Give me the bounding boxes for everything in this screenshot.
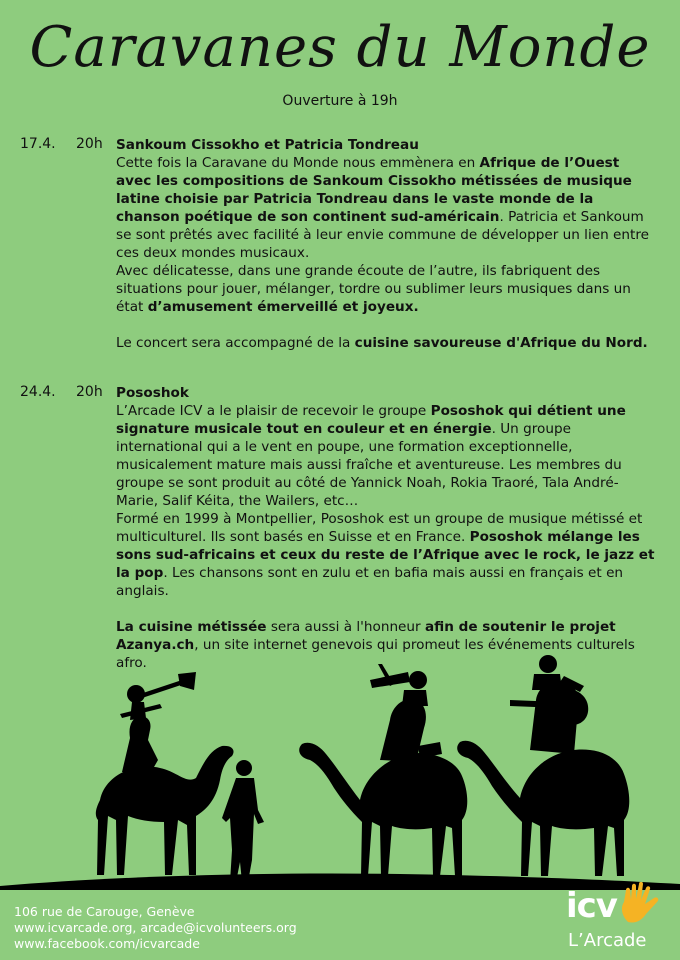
logo-name: L’Arcade bbox=[568, 930, 647, 951]
body-text: , un site internet genevois qui promeut les événements culturels afro. bbox=[116, 637, 635, 671]
body-text: Formé en 1999 à Montpellier, Pososhok est un groupe de musique métissé et multiculturel. Ils sont basés en Suisse et en France. bbox=[116, 511, 643, 545]
highlight-text: Pososhok mélange les sons sud-africains et ceux du reste de l’Afrique avec le rock, le jazz et la pop bbox=[116, 529, 655, 581]
highlight-text: afin de soutenir le projet Azanya.ch bbox=[116, 619, 616, 653]
event-paragraph bbox=[116, 262, 656, 316]
body-text: Avec délicatesse, dans une grande écoute de l’autre, ils fabriquent des situations pour jouer, mélanger, tordre ou sublimer leurs musiques dans un état bbox=[116, 263, 631, 315]
address: 106 rue de Carouge, Genève bbox=[14, 904, 195, 919]
body-text: L’Arcade ICV a le plaisir de recevoir le groupe bbox=[116, 403, 431, 419]
body-text: . Un groupe international qui a le vent en poupe, une formation exceptionnelle, musicalement mature mais aussi fraîche et aventureuse. Les membres du groupe se sont produit au côté de Yannick Noah, Rokia Traoré, Tala André-Marie, Salif Kéita, the Wailers, etc… bbox=[116, 421, 622, 509]
body-text: . Patricia et Sankoum se sont prêtés avec facilité à leur envie commune de développer un lien entre ces deux mondes musicaux. bbox=[116, 209, 649, 261]
event-paragraph bbox=[116, 154, 656, 262]
highlight-text: cuisine savoureuse d'Afrique du Nord. bbox=[354, 335, 648, 351]
icv-arcade-logo bbox=[566, 886, 676, 956]
facebook-link[interactable]: www.facebook.com/icvarcade bbox=[14, 936, 200, 951]
opening-time: Ouverture à 19h bbox=[282, 93, 398, 109]
highlight-text: Afrique de l’Ouest avec les compositions de Sankoum Cissokho métissées de musique latine choisie par Patricia Tondreau dans le vaste monde de la chanson poétique de son continent sud-américain bbox=[116, 155, 632, 225]
hand-icon bbox=[618, 882, 662, 926]
event-body bbox=[116, 136, 656, 352]
event-time: 20h bbox=[76, 136, 103, 152]
event-date: 17.4. bbox=[20, 136, 56, 152]
body-text: Cette fois la Caravane du Monde nous emmènera en bbox=[116, 155, 480, 171]
highlight-text: d’amusement émerveillé et joyeux. bbox=[147, 299, 419, 315]
body-text: sera aussi à l'honneur bbox=[266, 619, 425, 635]
body-text: . Les chansons sont en zulu et en bafia mais aussi en français et en anglais. bbox=[116, 565, 624, 599]
walking-person bbox=[222, 760, 264, 882]
event-time: 20h bbox=[76, 384, 103, 400]
camel-3 bbox=[457, 655, 629, 876]
camel-1 bbox=[96, 672, 234, 875]
poster-title: Caravanes du Monde bbox=[29, 15, 651, 80]
camel-2 bbox=[299, 664, 467, 876]
contact-link[interactable]: www.icvarcade.org, arcade@icvolunteers.org bbox=[14, 920, 297, 935]
caravan-silhouette bbox=[0, 650, 680, 890]
body-text: Le concert sera accompagné de la bbox=[116, 335, 355, 351]
event-title: Sankoum Cissokho et Patricia Tondreau bbox=[116, 137, 419, 153]
event-paragraph bbox=[116, 510, 656, 600]
logo-brand: icv bbox=[566, 886, 617, 926]
event-body bbox=[116, 384, 656, 672]
highlight-text: Pososhok qui détient une signature musicale tout en couleur et en énergie bbox=[116, 403, 626, 437]
event-paragraph bbox=[116, 334, 656, 352]
event-title: Pososhok bbox=[116, 385, 189, 401]
highlight-text: La cuisine métissée bbox=[116, 619, 267, 635]
footer-contact bbox=[14, 904, 297, 952]
event-paragraph bbox=[116, 402, 656, 510]
event-date: 24.4. bbox=[20, 384, 56, 400]
